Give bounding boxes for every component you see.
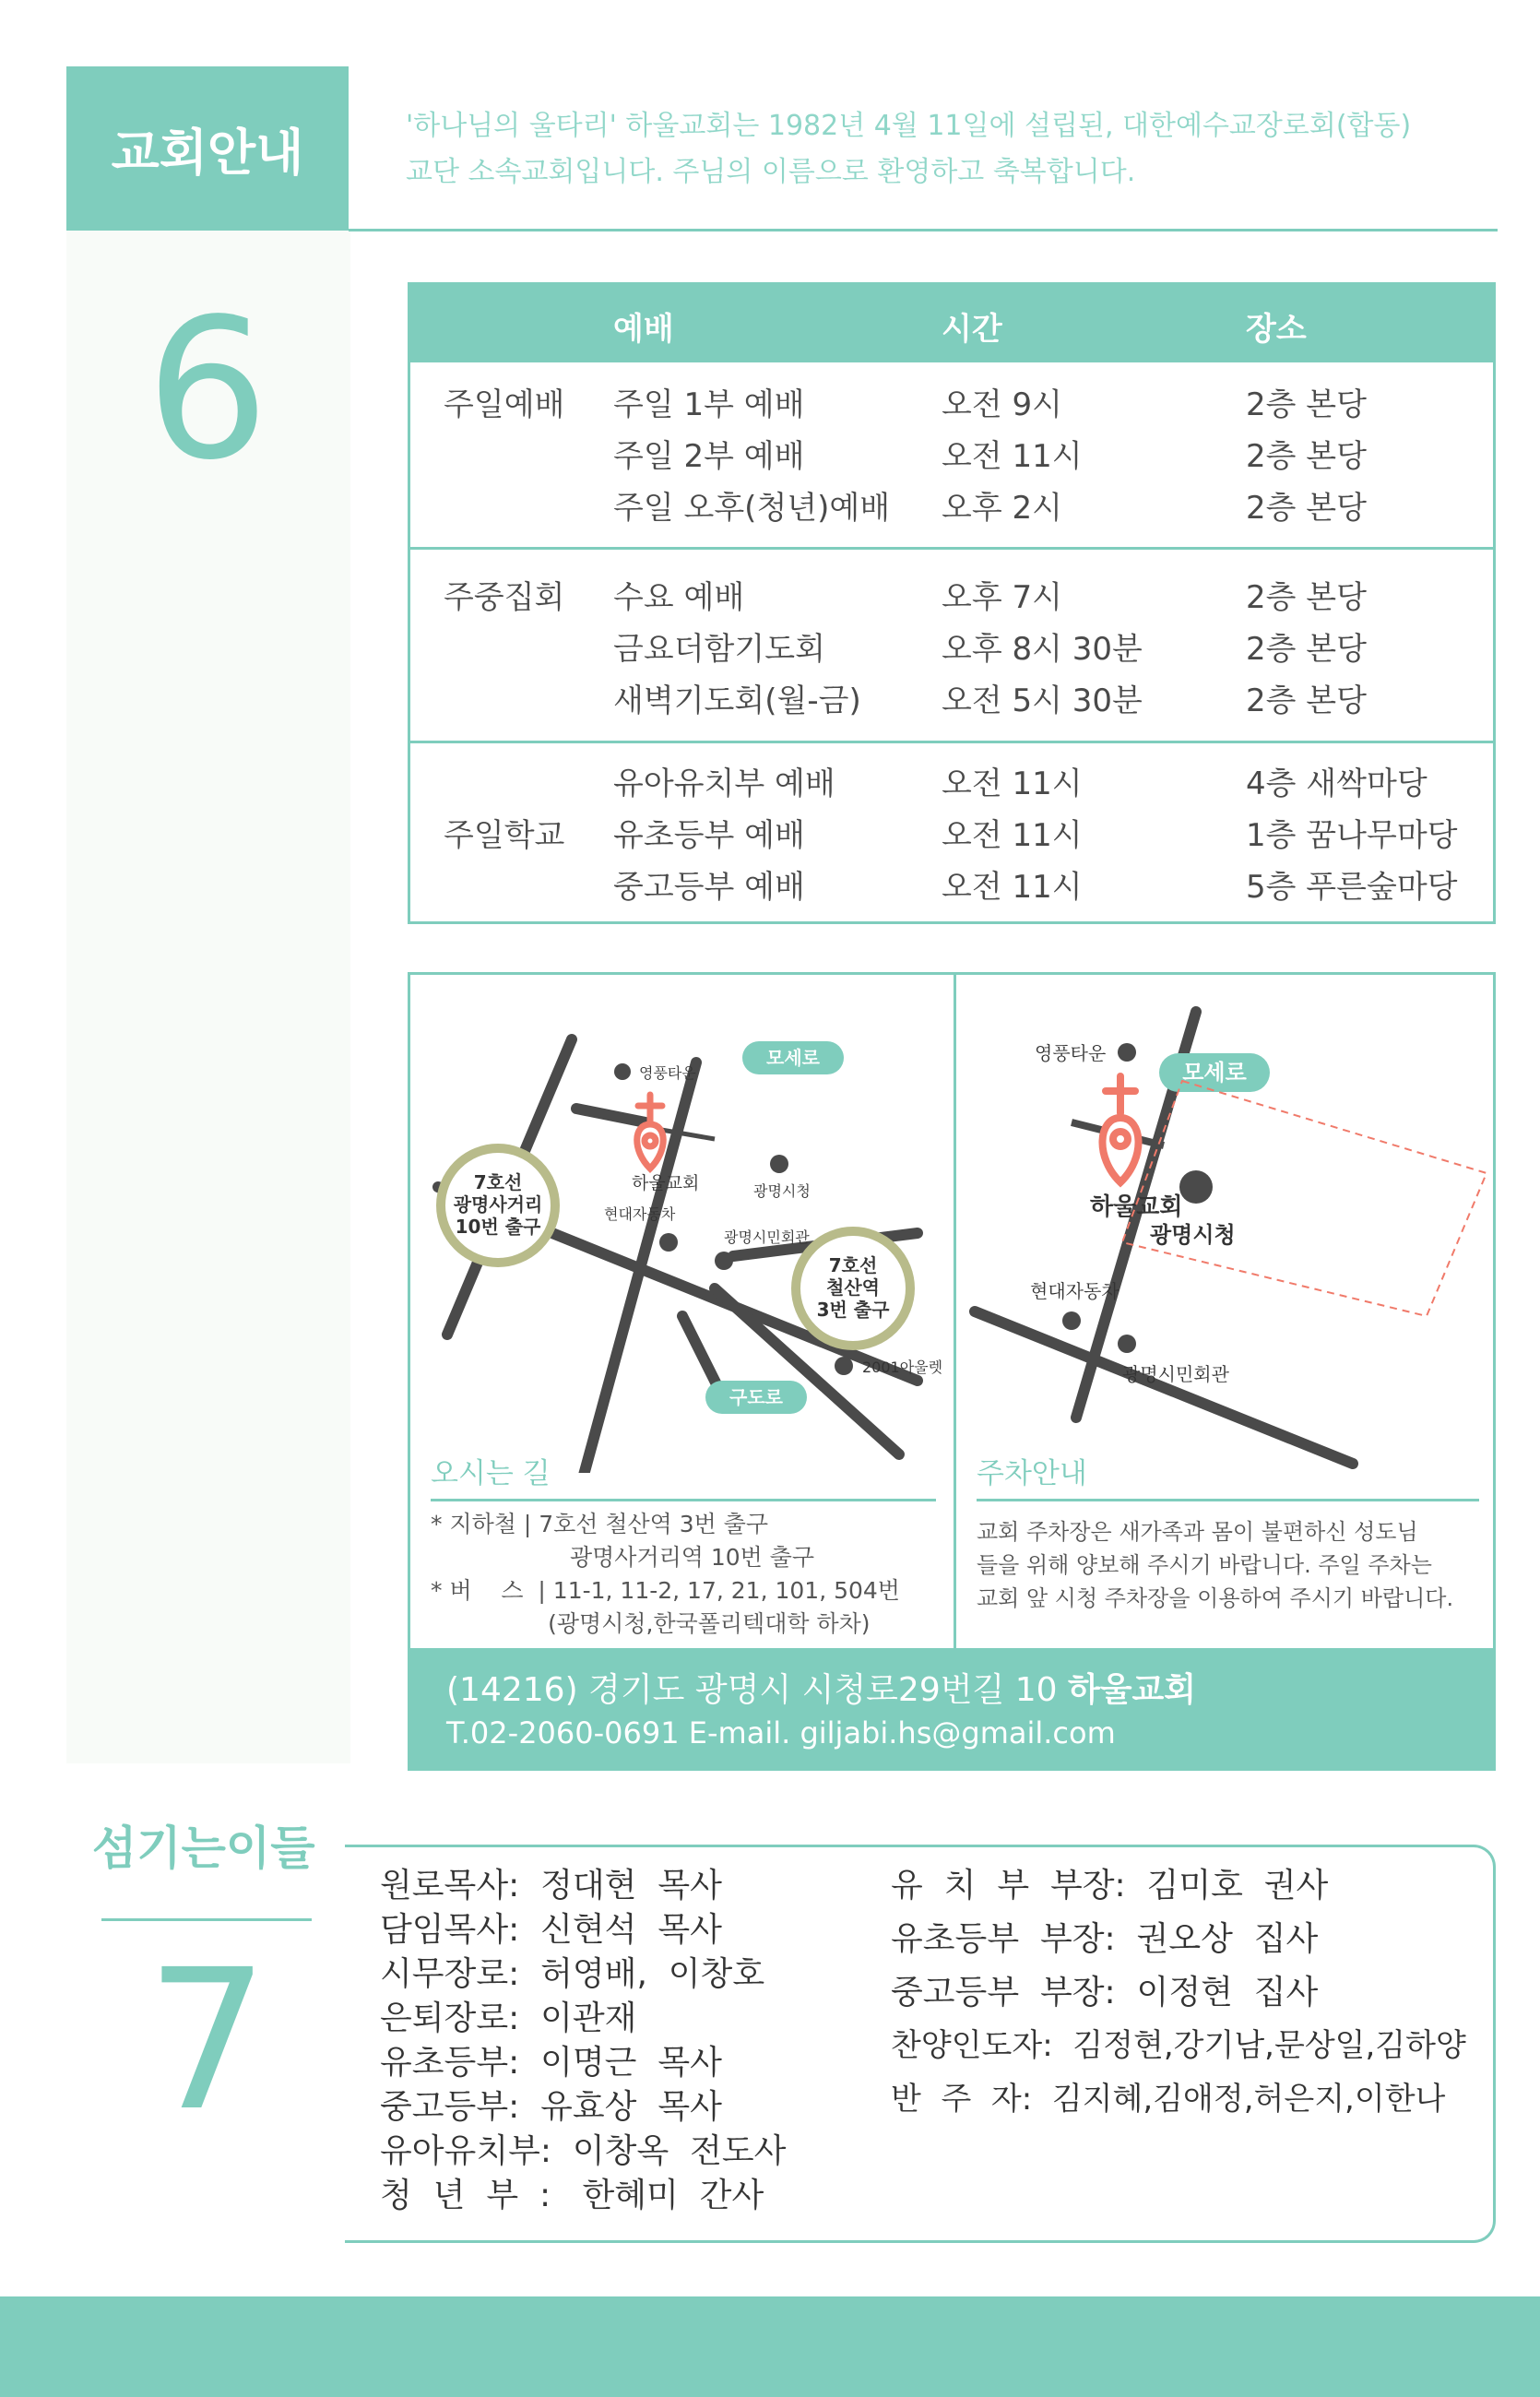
service-time: 오전 11시: [942, 869, 1083, 906]
service-time: 오전 11시: [942, 817, 1083, 854]
service-name: 새벽기도회(월-금): [613, 682, 861, 719]
group-name: 주일예배: [444, 386, 565, 423]
intro-divider: [349, 229, 1498, 231]
road: [975, 1311, 1353, 1464]
service-name: 수요 예배: [613, 579, 745, 616]
poi-hyundai: 현대자동차: [604, 1205, 676, 1223]
church-pin-icon: [1102, 1076, 1138, 1182]
staff-item: 유초등부 부장: 권오상 집사: [891, 1920, 1319, 1958]
service-name: 주일 오후(청년)예배: [613, 490, 891, 527]
pill-gudoro-label: 구도로: [729, 1386, 783, 1408]
intro-text: [406, 103, 1512, 196]
staff-item: 반 주 자: 김지혜,김애정,허은지,이한나: [891, 2081, 1446, 2118]
service-time: 오전 11시: [942, 765, 1083, 802]
service-time: 오후 8시 30분: [942, 631, 1143, 668]
service-place: 2층 본당: [1246, 438, 1367, 475]
poi-dot: [1118, 1043, 1136, 1062]
staff-item: 원로목사: 정대현 목사: [380, 1867, 722, 1905]
group-sunday-worship: [410, 362, 1493, 554]
station-right-line1: 7호선: [828, 1254, 878, 1276]
intro-text-line1: '하나님의 울타리' 하울교회는 1982년 4월 11일에 설립된, 대한예수교장로회(합동): [406, 110, 1412, 142]
intro-text-line2: 교단 소속교회입니다. 주님의 이름으로 환영하고 축복합니다.: [406, 156, 1136, 188]
poi-civic: 광명시민회관: [724, 1228, 810, 1246]
directions-notes: * 지하철 | 7호선 철산역 3번 출구 광명사거리역 10번 출구 * 버 스 | 11-1, 11-2, 17, 21, 101, 504번 (광명시청,한국폴리텍대학 하차): [431, 1511, 900, 1637]
poi-youngpung: 영풍타운: [1035, 1042, 1107, 1064]
group-weekday-meetings: [410, 547, 1493, 741]
group-name: 주중집회: [444, 579, 565, 616]
parking-title: 주차안내: [977, 1457, 1087, 1490]
service-place: 2층 본당: [1246, 490, 1367, 527]
service-place: 2층 본당: [1246, 682, 1367, 719]
group-name: 주일학교: [444, 817, 565, 854]
poi-cityhall: 광명시청: [1150, 1222, 1236, 1248]
poi-dot: [835, 1357, 853, 1375]
service-time: 오전 11시: [942, 438, 1083, 475]
service-place: 2층 본당: [1246, 579, 1367, 616]
service-time: 오전 5시 30분: [942, 682, 1143, 719]
staff-item: 중고등부: 유효상 목사: [380, 2088, 722, 2126]
service-place: 2층 본당: [1246, 386, 1367, 423]
staff-item: 시무장로: 허영배, 이창호: [380, 1955, 765, 1993]
directions-title: 오시는 길: [431, 1457, 551, 1490]
service-place: 1층 꿈나무마당: [1246, 817, 1458, 854]
directions-map: [410, 975, 954, 1473]
poi-dot: [715, 1252, 733, 1270]
service-name: 유아유치부 예배: [613, 765, 835, 802]
staff-item: 유초등부: 이명근 목사: [380, 2044, 722, 2082]
church-pin-icon: [637, 1095, 664, 1169]
header-place: 장소: [1246, 311, 1307, 348]
footer-band: [0, 2296, 1540, 2397]
address-line1: [446, 1664, 1196, 1711]
staff-title: 섬기는이들: [92, 1821, 315, 1875]
intro-label: 교회안내: [66, 66, 349, 231]
poi-youngpung: 영풍타운: [639, 1064, 696, 1082]
poi-church: 하울교회: [1090, 1193, 1183, 1221]
table-header: [410, 285, 1493, 362]
service-name: 주일 1부 예배: [613, 386, 805, 423]
poi-dot-cityhall: [1179, 1170, 1213, 1204]
service-time: 오후 7시: [942, 579, 1062, 616]
service-place: 5층 푸른숲마당: [1246, 869, 1458, 906]
parking-notes: 교회 주차장은 새가족과 몸이 불편하신 성도님 들을 위해 양보해 주시기 바랍니다. 주일 주차는 교회 앞 시청 주차장을 이용하여 주시기 바랍니다.: [977, 1519, 1454, 1611]
poi-dot: [1062, 1311, 1081, 1330]
contact-line: T.02-2060-0691 E-mail. giljabi.hs@gmail.com: [446, 1715, 1116, 1750]
service-name: 중고등부 예배: [613, 869, 805, 906]
staff-item: 중고등부 부장: 이정현 집사: [891, 1974, 1319, 2011]
header-service: 예배: [613, 311, 674, 348]
staff-item: 유 치 부 부장: 김미호 권사: [891, 1867, 1329, 1905]
station-right-line2: 철산역: [826, 1276, 880, 1299]
service-name: 유초등부 예배: [613, 817, 805, 854]
staff-item: 찬양인도자: 김정현,강기남,문상일,김하양: [891, 2027, 1466, 2064]
staff-item: 은퇴장로: 이관재: [380, 1999, 637, 2037]
pill-mosero-label: 모세로: [766, 1047, 820, 1069]
pill-mosero-label: 모세로: [1182, 1060, 1247, 1086]
station-left-line2: 광명사거리: [453, 1193, 543, 1216]
address-text: (14216) 경기도 광명시 시청로29번길 10: [446, 1671, 1068, 1709]
poi-hyundai: 현대자동차: [1030, 1280, 1119, 1302]
staff-item: 청 년 부 : 한혜미 간사: [380, 2177, 764, 2214]
service-name: 주일 2부 예배: [613, 438, 805, 475]
poi-cityhall: 광명시청: [753, 1182, 811, 1200]
directions-panel: [408, 972, 1496, 1651]
service-place: 4층 새싹마당: [1246, 765, 1427, 802]
road: [576, 1109, 646, 1122]
poi-dot: [770, 1155, 788, 1173]
parking-map: [956, 975, 1496, 1473]
staff-item: 담임목사: 신현석 목사: [380, 1911, 722, 1949]
header-time: 시간: [942, 311, 1002, 348]
poi-dot: [659, 1233, 678, 1252]
section-number-7: 7: [146, 1928, 269, 2154]
group-sunday-school: [410, 741, 1493, 921]
station-left-line1: 7호선: [473, 1171, 523, 1193]
directions-rule: [431, 1499, 936, 1501]
service-time: 오후 2시: [942, 490, 1062, 527]
poi-dot: [614, 1063, 631, 1080]
church-name: 하울교회: [1067, 1671, 1197, 1709]
poi-civic: 광명시민회관: [1122, 1363, 1229, 1385]
staff-title-underline: [101, 1918, 312, 1921]
poi-outlet: 2001아울렛: [862, 1359, 943, 1376]
service-name: 금요더함기도회: [613, 631, 825, 668]
staff-item: 유아유치부: 이창옥 전도사: [380, 2132, 787, 2170]
service-time: 오전 9시: [942, 386, 1062, 423]
poi-church: 하울교회: [632, 1173, 700, 1193]
station-right-line3: 3번 출구: [816, 1299, 890, 1321]
address-bar: [408, 1651, 1496, 1771]
station-left-line3: 10번 출구: [455, 1216, 541, 1238]
section-number-6: 6: [146, 277, 269, 503]
service-schedule-table: [408, 282, 1496, 924]
parking-rule: [977, 1499, 1479, 1501]
poi-dot: [1118, 1335, 1136, 1353]
service-place: 2층 본당: [1246, 631, 1367, 668]
